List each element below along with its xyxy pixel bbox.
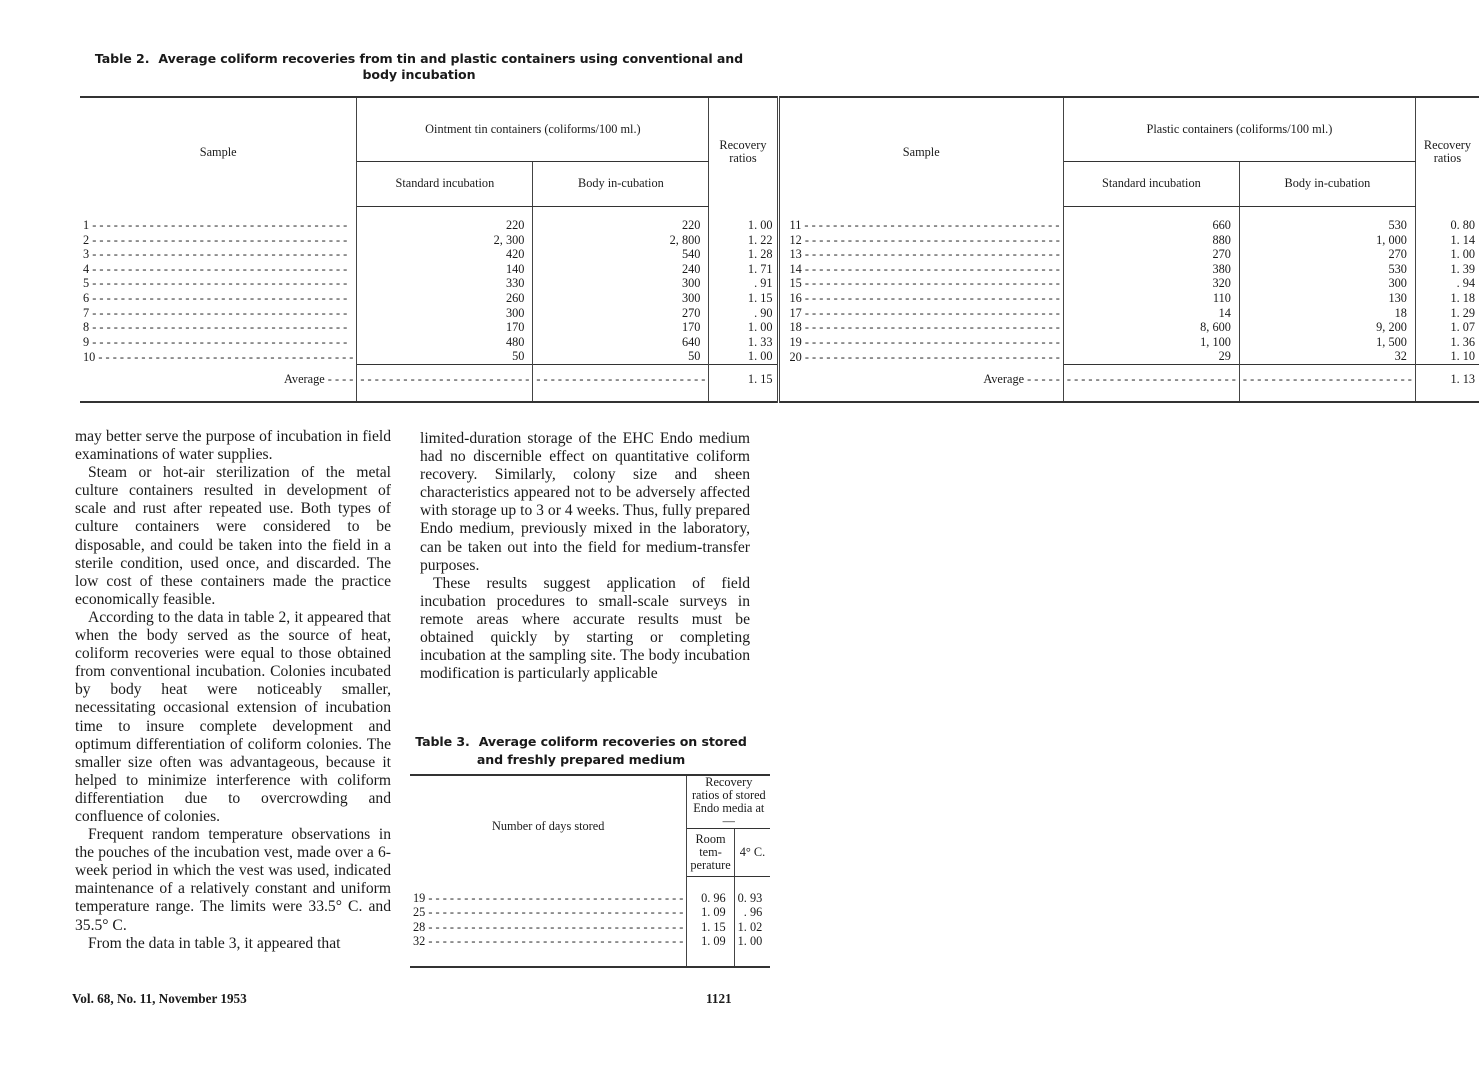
table2-body [80,206,1479,402]
sample-label-with-leader [790,291,1060,306]
table2-left-body-cell: 2, 800 [533,233,709,248]
sample-number: 4 [83,261,90,276]
table3-days-cell [410,891,687,906]
table2-left-standard-cell: 260 [357,291,533,306]
table-row [80,291,1479,306]
table3-cold-cell: 1. 00 [737,934,763,949]
table2-right-body-cell: 32 [1239,349,1415,364]
sample-label-with-leader [83,262,353,277]
table2-average-row [80,364,1479,394]
table2-right-body-average-blank [1239,364,1415,394]
table3-cold-cell: . 96 [743,905,763,920]
table2-right-average-label: Average - - - - - [778,364,1063,394]
table2-left-body-header: Body in-cubation [533,161,709,206]
spacer-cell [357,394,533,402]
sample-number: 8 [83,320,90,335]
paragraph: may better serve the purpose of incubation in field examinations of water supplies. [75,428,391,464]
table2-left-ratio-cell: 1. 00 [709,349,778,364]
table2-left-standard-cell: 2, 300 [357,233,533,248]
table3-days-cell [410,934,687,949]
table2 [80,96,1479,403]
table3-days-cell [410,920,687,935]
table-row [80,306,1479,321]
table3-body [410,877,770,967]
table2-left-sample-cell [80,247,357,262]
average-label: Average [983,372,1025,387]
table2-left-body-cell: 300 [533,276,709,291]
table3-bottom-rule [410,949,770,967]
table-row [80,262,1479,277]
sample-label-with-leader [83,306,353,321]
sample-number: 18 [789,320,802,335]
sample-number: 19 [789,334,802,349]
table2-right-sample-cell [778,306,1063,321]
table-row [80,349,1479,364]
table2-left-ratio-header: Recovery ratios [709,97,778,206]
days-value: 32 [413,934,426,949]
table3-room-cell: 1. 09 [687,934,734,949]
table2-left-sample-cell [80,306,357,321]
sample-number: 2 [83,232,90,247]
table2-right-ratio-cell: 1. 00 [1450,247,1476,262]
table-row [80,233,1479,248]
sample-number: 6 [83,290,90,305]
sample-number: 13 [789,247,802,262]
days-label-with-leader [413,891,683,906]
table2-right-body-cell: 530 [1239,218,1415,233]
table-row [80,276,1479,291]
table2-left-sample-cell [80,320,357,335]
sample-label-with-leader [83,291,353,306]
spacer-cell [778,394,1063,402]
table2-right-body-cell: 18 [1239,306,1415,321]
table2-left-ratio-cell: 1. 00 [709,320,778,335]
sample-label-with-leader [83,247,353,262]
table2-right-standard-cell: 1, 100 [1063,335,1239,350]
table2-left-ratio-cell: 1. 33 [709,335,778,350]
table2-left-body-cell: 240 [533,262,709,277]
table2-right-body-cell: 130 [1239,291,1415,306]
table2-left-body-cell: 170 [533,320,709,335]
table-row [410,905,770,920]
sample-number: 15 [789,276,802,291]
table2-left-standard-cell: 140 [357,262,533,277]
table2-right-body-cell: 300 [1239,276,1415,291]
table2-right-ratio-cell: 1. 29 [1450,305,1476,320]
table2-left-average-ratio: 1. 15 [709,364,778,394]
table2-left-sample-cell [80,276,357,291]
table3-title: Average coliform recoveries on stored and freshly prepared medium [476,734,747,767]
table2-left-ratio-cell: 1. 28 [709,247,778,262]
table2-right-body-cell: 1, 500 [1239,335,1415,350]
average-label: Average [283,372,325,387]
sample-label-with-leader [790,247,1060,262]
table3-label: Table 3. [415,734,470,749]
table2-left-standard-cell: 170 [357,320,533,335]
table3-days-cell [410,905,687,920]
table2-right-sample-cell [778,262,1063,277]
table2-left-ratio-cell: . 91 [709,276,778,291]
table2-left-body-average-blank [533,364,709,394]
table2-label: Table 2. [94,51,150,66]
table2-title: Average coliform recoveries from tin and plastic containers using conventional and body incubation [158,51,744,82]
sample-number: 5 [83,276,90,291]
table-row [410,934,770,949]
spacer-cell [80,394,357,402]
table2-right-sample-cell [778,218,1063,233]
sample-label-with-leader [790,335,1060,350]
table2-right-sample-cell [778,276,1063,291]
paragraph: These results suggest application of field incubation procedures to small-scale surveys in remote areas where accurate results must be obtained quickly by starting or completing incubation at the sampling site. The body incubation modification is particularly applicable [420,574,750,683]
body-text-left-column [75,428,391,953]
table2-right-ratio-cell: 1. 36 [1450,334,1476,349]
table2-right-sample-cell [778,247,1063,262]
table2-right-ratio-cell: 1. 18 [1450,290,1476,305]
table-row [80,335,1479,350]
sample-label-with-leader [790,320,1060,335]
days-value: 28 [413,919,426,934]
page-number: 1121 [706,991,732,1006]
table2-left-standard-cell: 480 [357,335,533,350]
sample-number: 9 [83,334,90,349]
table2-right-body-cell: 9, 200 [1239,320,1415,335]
table-row [410,920,770,935]
sample-label-with-leader [790,262,1060,277]
table2-right-standard-cell: 8, 600 [1063,320,1239,335]
table3-cold-cell: 1. 02 [737,919,763,934]
table2-right-body-header: Body in-cubation [1239,161,1415,206]
sample-number: 11 [789,218,802,232]
sample-label-with-leader [83,233,353,248]
table2-left-sample-header: Sample [80,97,357,206]
table2-right-standard-cell: 320 [1063,276,1239,291]
table2-right-body-cell: 530 [1239,262,1415,277]
table2-left-standard-header: Standard incubation [357,161,533,206]
days-label-with-leader [413,905,683,920]
table2-left-standard-cell: 220 [357,218,533,233]
table2-caption [78,51,760,83]
table2-right-standard-cell: 14 [1063,306,1239,321]
table2-left-sample-cell [80,349,357,364]
spacer-cell [410,949,687,967]
sample-label-with-leader [83,335,353,350]
table2-right-sample-cell [778,291,1063,306]
body-text-right-column [420,430,750,683]
table2-left-ratio-cell: 1. 15 [709,291,778,306]
paragraph: Frequent random temperature observations in the pouches of the incubation vest, made over a 6-week period in which the vest was used, indicated maintenance of a relatively constant and uniform temperature range. The limits were 33.5° C. and 35.5° C. [75,826,391,934]
table2-right-body-cell: 1, 000 [1239,233,1415,248]
table3-room-cell: 1. 09 [687,905,734,920]
table-row [80,218,1479,233]
table2-left-body-cell: 540 [533,247,709,262]
table2-right-sample-cell [778,320,1063,335]
table2-left-standard-cell: 330 [357,276,533,291]
days-label-with-leader [413,934,683,949]
sample-label-with-leader [83,218,353,233]
table2-left-ratio-cell: 1. 22 [709,233,778,248]
days-value: 25 [413,905,426,920]
table2-left-sample-cell [80,262,357,277]
sample-number: 1 [83,218,90,232]
sample-label-with-leader [83,276,353,291]
table3-cold-header: 4° C. [734,829,770,877]
table3-room-cell: 0. 96 [687,891,734,906]
table2-right-standard-cell: 270 [1063,247,1239,262]
table2-right-ratio-cell: . 94 [1456,276,1476,291]
sample-label-with-leader [790,276,1060,291]
table2-right-ratio-header: Recovery ratios [1415,97,1479,206]
spacer-cell [687,949,734,967]
spacer-cell [709,394,778,402]
days-value: 19 [413,890,426,905]
sample-label-with-leader [83,320,353,335]
table3 [410,774,770,968]
table2-left-body-cell: 640 [533,335,709,350]
spacer-cell [1063,394,1239,402]
table3-caption [408,733,754,768]
table2-bottom-rule [80,394,1479,402]
sample-number: 10 [83,349,96,364]
sample-number: 14 [789,261,802,276]
table2-left-sample-cell [80,291,357,306]
sample-label-with-leader [790,218,1060,233]
table2-right-ratio-cell: 1. 39 [1450,261,1476,276]
sample-number: 3 [83,247,90,262]
table3-days-header: Number of days stored [410,775,687,877]
sample-number: 20 [789,349,802,364]
table2-right-average-ratio: 1. 13 [1415,364,1479,394]
table2-left-body-cell: 300 [533,291,709,306]
table2-right-sample-cell [778,349,1063,364]
spacer-cell [1239,394,1415,402]
table2-left-average-label: Average - - - - [80,364,357,394]
table2-right-sample-header: Sample [778,97,1063,206]
table2-left-ratio-cell: . 90 [709,306,778,321]
table2-right-standard-cell: 660 [1063,218,1239,233]
table2-right-standard-cell: 29 [1063,349,1239,364]
paragraph: From the data in table 3, it appeared that [88,934,341,952]
days-label-with-leader [413,920,683,935]
table2-right-sample-cell [778,233,1063,248]
spacer-cell [734,949,770,967]
table-row [80,247,1479,262]
table2-left-body-cell: 270 [533,306,709,321]
table2-right-standard-average-blank [1063,364,1239,394]
sample-number: 7 [83,305,90,320]
sample-number: 17 [789,305,802,320]
table2-left-standard-cell: 420 [357,247,533,262]
table3-room-temp-header: Room tem-perature [687,829,734,877]
table2-right-ratio-cell: 1. 07 [1450,320,1476,335]
paragraph: Steam or hot-air sterilization of the metal culture containers resulted in development of scale and rust after repeated use. Both types of culture containers were considered to be disposable, and could be taken into the field in a sterile condition, used once, and discarded. The low cost of these containers made the practice economically feasible. [75,464,391,608]
journal-citation: Vol. 68, No. 11, November 1953 [72,991,247,1006]
table3-cold-cell: 0. 93 [737,890,763,905]
table2-left-body-cell: 220 [533,218,709,233]
table3-room-cell: 1. 15 [687,920,734,935]
spacer-cell [1415,394,1479,402]
table2-left-ratio-cell: 1. 71 [709,262,778,277]
table2-left-standard-cell: 50 [357,349,533,364]
table2-right-sample-cell [778,335,1063,350]
table-row [80,320,1479,335]
table2-left-standard-cell: 300 [357,306,533,321]
table2-right-ratio-cell: 0. 80 [1450,218,1476,232]
table2-left-sample-cell [80,335,357,350]
sample-number: 16 [789,290,802,305]
table-row [410,891,770,906]
sample-label-with-leader [83,350,353,365]
paragraph: limited-duration storage of the EHC Endo medium had no discernible effect on quantitative coliform recovery. Similarly, colony size and sheen characteristics appeared not to be adversely affected with storage up to 3 or 4 weeks. Thus, fully prepared Endo medium, previously mixed in the laboratory, can be taken out into the field for medium-transfer purposes. [420,430,750,574]
paragraph: According to the data in table 2, it appeared that when the body served as the source of heat, coliform recoveries were equal to those obtained from conventional incubation. Colonies incubated by body heat were noticeably smaller, necessitating occasional extension of incubation time to insure complete development and optimum differentiation of coliform colonies. The smaller size often was advantageous, because it helped to minimize interference with coliform differentiation due to overcrowding and confluence of colonies. [75,608,391,825]
table2-right-standard-cell: 110 [1063,291,1239,306]
table2-left-sample-cell [80,233,357,248]
sample-label-with-leader [790,233,1060,248]
sample-number: 12 [789,232,802,247]
table2-right-ratio-cell: 1. 10 [1450,349,1476,364]
table2-right-standard-cell: 380 [1063,262,1239,277]
table2-left-standard-average-blank [357,364,533,394]
table2-left-sample-cell [80,218,357,233]
table2-right-group-header: Plastic containers (coliforms/100 ml.) [1063,97,1415,161]
table2-right-ratio-cell: 1. 14 [1450,232,1476,247]
spacer-cell [533,394,709,402]
table2-right-standard-cell: 880 [1063,233,1239,248]
sample-label-with-leader [790,350,1060,365]
table2-left-body-cell: 50 [533,349,709,364]
table2-right-standard-header: Standard incubation [1063,161,1239,206]
table3-group-header: Recovery ratios of stored Endo media at— [687,775,770,829]
table2-right-body-cell: 270 [1239,247,1415,262]
sample-label-with-leader [790,306,1060,321]
table2-left-group-header: Ointment tin containers (coliforms/100 ml.) [357,97,709,161]
table2-left-ratio-cell: 1. 00 [709,218,778,233]
